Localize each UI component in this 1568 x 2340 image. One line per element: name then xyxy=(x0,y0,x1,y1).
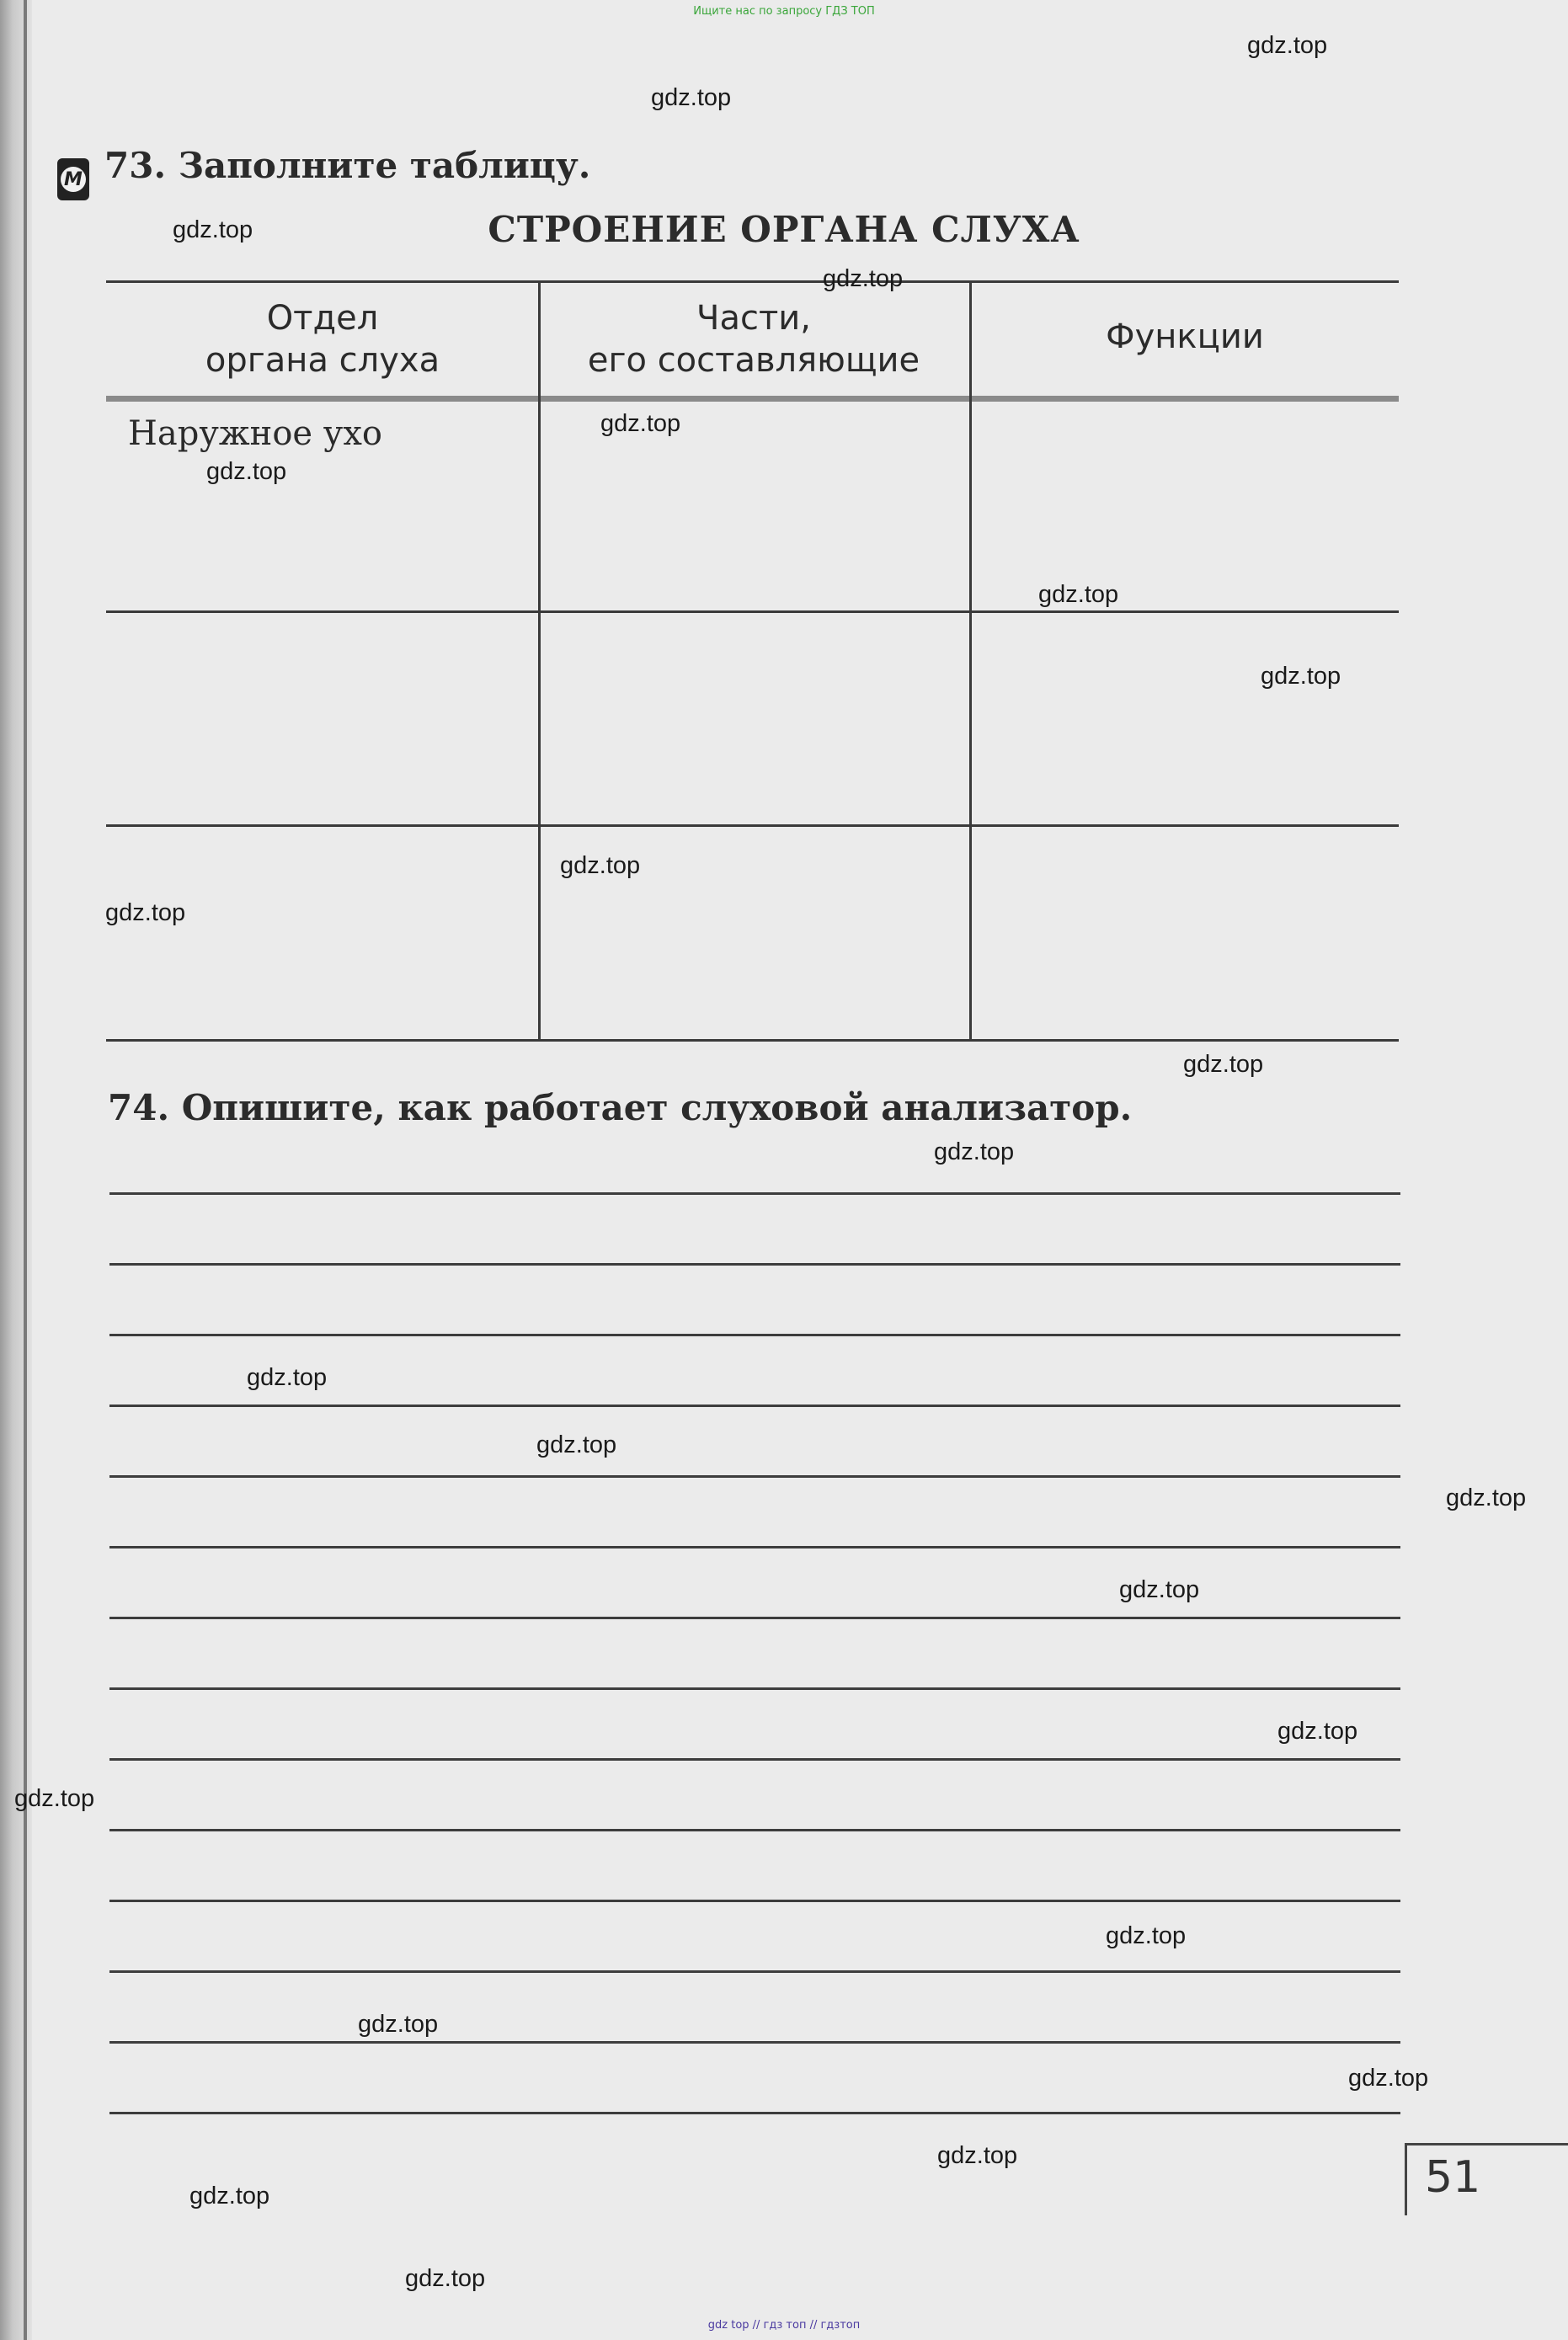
answer-line[interactable] xyxy=(109,1617,1400,1619)
table-column-rule xyxy=(969,280,972,1042)
watermark: gdz.top xyxy=(405,2265,486,2292)
answer-line[interactable] xyxy=(109,1192,1400,1195)
table-row-rule xyxy=(106,824,1399,827)
task-73-title: 73. Заполните таблицу. xyxy=(104,145,591,186)
table-cell-answer[interactable] xyxy=(980,623,1384,808)
answer-line[interactable] xyxy=(109,1970,1400,1973)
watermark: gdz.top xyxy=(823,265,904,292)
column-header-functions: Функции xyxy=(1106,317,1264,356)
answer-line[interactable] xyxy=(109,1405,1400,1407)
answer-line[interactable] xyxy=(109,1546,1400,1548)
watermark: gdz.top xyxy=(1348,2065,1429,2092)
watermark: gdz.top xyxy=(247,1364,328,1391)
watermark: gdz.top xyxy=(206,458,287,485)
table-header-rule xyxy=(106,396,1399,402)
answer-line[interactable] xyxy=(109,1687,1400,1690)
table-cell-answer[interactable] xyxy=(980,414,1384,600)
watermark: gdz.top xyxy=(651,84,732,111)
watermark: gdz.top xyxy=(105,899,186,926)
badge-letter: М xyxy=(61,167,86,192)
watermark: gdz.top xyxy=(1277,1718,1358,1745)
table-row-rule xyxy=(106,610,1399,613)
watermark: gdz.top xyxy=(1261,663,1341,690)
table-cell-answer[interactable] xyxy=(980,838,1384,1023)
task-74-title: 74. Опишите, как работает слуховой анализатор. xyxy=(108,1087,1133,1128)
top-banner[interactable]: Ищите нас по запросу ГДЗ ТОП xyxy=(693,5,875,18)
watermark: gdz.top xyxy=(1183,1051,1264,1078)
watermark: gdz.top xyxy=(189,2183,270,2209)
table-cell-answer[interactable] xyxy=(549,623,953,808)
watermark: gdz.top xyxy=(536,1431,617,1458)
watermark: gdz.top xyxy=(1119,1576,1200,1603)
answer-line[interactable] xyxy=(109,2041,1400,2044)
column-header-parts: Части, его составляющие xyxy=(587,299,920,380)
table-column-rule xyxy=(538,280,541,1042)
table-cell-outer-ear: Наружное ухо xyxy=(128,414,382,453)
table-top-rule xyxy=(106,280,1399,283)
answer-line[interactable] xyxy=(109,1758,1400,1761)
watermark: gdz.top xyxy=(934,1138,1015,1165)
table-cell-answer[interactable] xyxy=(549,414,953,600)
watermark: gdz.top xyxy=(14,1785,95,1812)
answer-line[interactable] xyxy=(109,1263,1400,1266)
table-title: СТРОЕНИЕ ОРГАНА СЛУХА xyxy=(488,209,1080,250)
page-number: 51 xyxy=(1425,2152,1481,2203)
binding-edge xyxy=(24,0,27,2340)
watermark: gdz.top xyxy=(1446,1484,1527,1511)
watermark: gdz.top xyxy=(173,216,253,243)
answer-line[interactable] xyxy=(109,1900,1400,1902)
answer-line[interactable] xyxy=(109,1829,1400,1831)
answer-line[interactable] xyxy=(109,1334,1400,1336)
page-binding-shadow xyxy=(0,0,32,2340)
table-cell-answer[interactable] xyxy=(118,623,522,808)
answer-line[interactable] xyxy=(109,1475,1400,1478)
watermark: gdz.top xyxy=(937,2142,1018,2169)
watermark: gdz.top xyxy=(1038,581,1119,608)
watermark: gdz.top xyxy=(1247,32,1328,59)
bottom-banner[interactable]: gdz top // гдз топ // гдзтоп xyxy=(707,2319,861,2332)
watermark: gdz.top xyxy=(560,852,641,879)
m-marker-icon xyxy=(57,158,89,200)
watermark: gdz.top xyxy=(358,2011,439,2038)
watermark: gdz.top xyxy=(1106,1922,1187,1949)
column-header-section: Отдел органа слуха xyxy=(205,299,440,380)
watermark: gdz.top xyxy=(600,410,681,437)
answer-line[interactable] xyxy=(109,2112,1400,2114)
table-cell-answer[interactable] xyxy=(118,838,522,1023)
table-bottom-rule xyxy=(106,1039,1399,1042)
